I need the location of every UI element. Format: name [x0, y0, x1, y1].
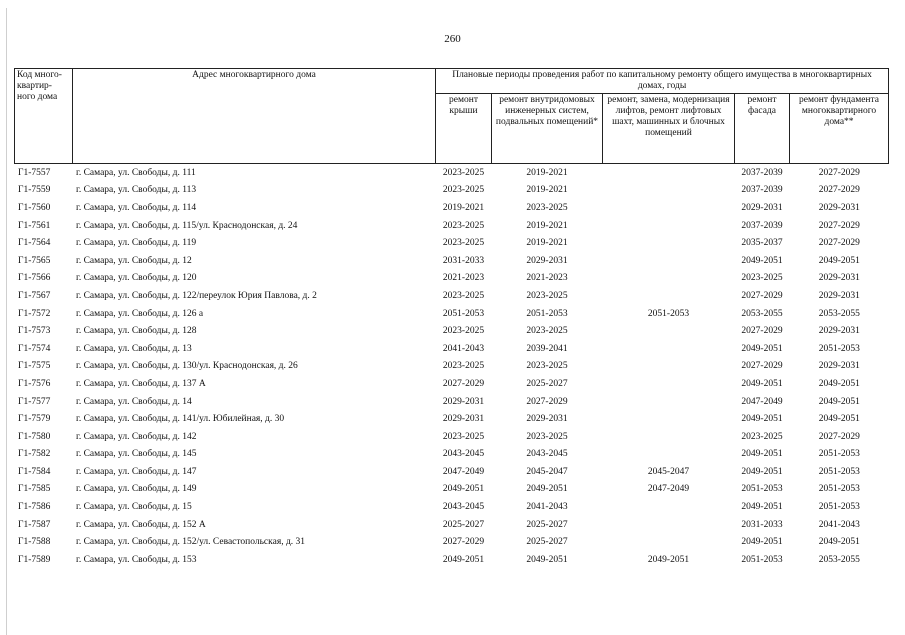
- cell-foundation: 2053-2055: [818, 554, 860, 565]
- cell-elevators: 2049-2051: [647, 554, 690, 565]
- capital-repair-table: [14, 68, 889, 569]
- cell-foundation: 2049-2051: [818, 414, 860, 425]
- cell-elevators: [603, 164, 735, 182]
- cell-foundation: 2029-2031: [818, 202, 860, 213]
- table-row: [15, 340, 889, 358]
- cell-facade: 2053-2055: [741, 308, 783, 319]
- cell-facade: 2027-2029: [741, 290, 783, 301]
- cell-roof: 2023-2025: [442, 290, 485, 301]
- cell-engineering: 2039-2041: [526, 343, 568, 354]
- cell-roof: 2023-2025: [442, 361, 485, 372]
- cell-engineering: 2045-2047: [526, 466, 568, 477]
- cell-code: Г1-7561: [18, 220, 51, 231]
- cell-facade: 2047-2049: [741, 396, 783, 407]
- cell-address: г. Самара, ул. Свободы, д. 115/ул. Краснодонская, д. 24: [76, 220, 298, 231]
- cell-address: г. Самара, ул. Свободы, д. 122/переулок Юрия Павлова, д. 2: [76, 290, 317, 301]
- cell-elevators: [603, 234, 735, 252]
- cell-elevators: [603, 428, 735, 446]
- cell-foundation: 2041-2043: [818, 519, 860, 530]
- table-row: [15, 305, 889, 323]
- cell-engineering: 2029-2031: [526, 414, 568, 425]
- cell-address: г. Самара, ул. Свободы, д. 15: [76, 502, 192, 513]
- cell-code: Г1-7584: [18, 466, 51, 477]
- cell-code: Г1-7586: [18, 502, 51, 513]
- cell-address: г. Самара, ул. Свободы, д. 126 а: [76, 308, 204, 319]
- table-row: [15, 375, 889, 393]
- header-elevators: ремонт, замена, модернизация лифтов, ремонт лифтовых шахт, машинных и блочных помещений: [603, 94, 735, 164]
- cell-address: г. Самара, ул. Свободы, д. 142: [76, 431, 197, 442]
- cell-roof: 2023-2025: [442, 326, 485, 337]
- table-row: [15, 498, 889, 516]
- cell-code: Г1-7574: [18, 343, 51, 354]
- cell-engineering: 2019-2021: [526, 220, 568, 231]
- cell-facade: 2037-2039: [741, 220, 783, 231]
- cell-code: Г1-7577: [18, 396, 51, 407]
- table-row: [15, 217, 889, 235]
- cell-code: Г1-7582: [18, 449, 51, 460]
- table-row: [15, 164, 889, 182]
- cell-foundation: 2029-2031: [818, 290, 860, 301]
- cell-facade: 2035-2037: [741, 238, 783, 249]
- cell-elevators: [603, 182, 735, 200]
- cell-facade: 2027-2029: [741, 326, 783, 337]
- cell-foundation: 2051-2053: [818, 466, 860, 477]
- cell-engineering: 2025-2027: [526, 537, 568, 548]
- cell-roof: 2021-2023: [442, 273, 485, 284]
- cell-engineering: 2051-2053: [526, 308, 568, 319]
- header-code: Код много-квартир-ного дома: [15, 69, 73, 164]
- cell-elevators: [603, 358, 735, 376]
- cell-code: Г1-7565: [18, 255, 51, 266]
- cell-code: Г1-7566: [18, 273, 51, 284]
- cell-engineering: 2049-2051: [526, 484, 568, 495]
- cell-address: г. Самара, ул. Свободы, д. 114: [76, 202, 197, 213]
- cell-code: Г1-7580: [18, 431, 51, 442]
- cell-code: Г1-7576: [18, 378, 51, 389]
- scan-edge-line: [6, 8, 7, 635]
- cell-engineering: 2043-2045: [526, 449, 568, 460]
- cell-facade: 2049-2051: [741, 466, 783, 477]
- cell-engineering: 2023-2025: [526, 431, 568, 442]
- cell-code: Г1-7559: [18, 185, 51, 196]
- table-row: [15, 199, 889, 217]
- cell-roof: 2041-2043: [442, 343, 485, 354]
- cell-engineering: 2019-2021: [526, 167, 568, 178]
- cell-elevators: [603, 199, 735, 217]
- cell-facade: 2051-2053: [741, 484, 783, 495]
- cell-roof: 2023-2025: [442, 238, 485, 249]
- table-row: [15, 322, 889, 340]
- cell-roof: 2043-2045: [442, 502, 485, 513]
- header-roof: ремонт крыши: [436, 94, 492, 164]
- cell-elevators: [603, 410, 735, 428]
- cell-roof: 2043-2045: [442, 449, 485, 460]
- header-address: Адрес многоквартирного дома: [73, 69, 436, 164]
- cell-facade: 2023-2025: [741, 273, 783, 284]
- cell-foundation: 2049-2051: [818, 537, 860, 548]
- page-number: 260: [444, 33, 461, 45]
- cell-engineering: 2025-2027: [526, 519, 568, 530]
- cell-roof: 2047-2049: [442, 466, 485, 477]
- cell-code: Г1-7567: [18, 290, 51, 301]
- cell-engineering: 2021-2023: [526, 273, 568, 284]
- cell-code: Г1-7564: [18, 238, 51, 249]
- table-row: [15, 252, 889, 270]
- cell-elevators: 2047-2049: [647, 484, 690, 495]
- table-row: [15, 428, 889, 446]
- cell-facade: 2049-2051: [741, 537, 783, 548]
- cell-engineering: 2041-2043: [526, 502, 568, 513]
- cell-foundation: 2027-2029: [818, 431, 860, 442]
- cell-foundation: 2049-2051: [818, 396, 860, 407]
- cell-address: г. Самара, ул. Свободы, д. 119: [76, 238, 197, 249]
- cell-facade: 2029-2031: [741, 202, 783, 213]
- cell-facade: 2051-2053: [741, 554, 783, 565]
- cell-address: г. Самара, ул. Свободы, д. 145: [76, 449, 197, 460]
- header-facade: ремонт фасада: [735, 94, 790, 164]
- cell-engineering: 2023-2025: [526, 290, 568, 301]
- cell-address: г. Самара, ул. Свободы, д. 113: [76, 185, 197, 196]
- cell-foundation: 2027-2029: [818, 167, 860, 178]
- cell-address: г. Самара, ул. Свободы, д. 111: [76, 167, 196, 178]
- cell-foundation: 2027-2029: [818, 185, 860, 196]
- cell-code: Г1-7572: [18, 308, 51, 319]
- table-row: [15, 393, 889, 411]
- cell-foundation: 2051-2053: [818, 343, 860, 354]
- cell-code: Г1-7589: [18, 554, 51, 565]
- cell-roof: 2023-2025: [442, 185, 485, 196]
- cell-elevators: [603, 393, 735, 411]
- cell-elevators: [603, 375, 735, 393]
- table-body: [15, 164, 889, 569]
- cell-foundation: 2051-2053: [818, 502, 860, 513]
- cell-foundation: 2051-2053: [818, 449, 860, 460]
- table-row: [15, 446, 889, 464]
- cell-elevators: [603, 287, 735, 305]
- cell-foundation: 2049-2051: [818, 378, 860, 389]
- cell-roof: 2031-2033: [442, 255, 485, 266]
- table-row: [15, 358, 889, 376]
- cell-foundation: 2029-2031: [818, 273, 860, 284]
- cell-facade: 2049-2051: [741, 378, 783, 389]
- table-row: [15, 533, 889, 551]
- cell-roof: 2029-2031: [442, 396, 485, 407]
- cell-facade: 2023-2025: [741, 431, 783, 442]
- cell-elevators: [603, 498, 735, 516]
- cell-engineering: 2019-2021: [526, 238, 568, 249]
- table-row: [15, 516, 889, 534]
- cell-facade: 2027-2029: [741, 361, 783, 372]
- cell-facade: 2031-2033: [741, 519, 783, 530]
- cell-foundation: 2053-2055: [818, 308, 860, 319]
- cell-elevators: [603, 322, 735, 340]
- cell-foundation: 2029-2031: [818, 361, 860, 372]
- cell-engineering: 2023-2025: [526, 326, 568, 337]
- cell-facade: 2037-2039: [741, 167, 783, 178]
- cell-engineering: 2027-2029: [526, 396, 568, 407]
- cell-roof: 2051-2053: [442, 308, 485, 319]
- cell-facade: 2049-2051: [741, 343, 783, 354]
- cell-roof: 2049-2051: [442, 554, 485, 565]
- table-row: [15, 463, 889, 481]
- table-row: [15, 287, 889, 305]
- cell-roof: 2023-2025: [442, 167, 485, 178]
- cell-foundation: 2027-2029: [818, 238, 860, 249]
- cell-address: г. Самара, ул. Свободы, д. 120: [76, 273, 197, 284]
- cell-address: г. Самара, ул. Свободы, д. 152/ул. Севастопольская, д. 31: [76, 537, 306, 548]
- cell-address: г. Самара, ул. Свободы, д. 13: [76, 343, 192, 354]
- cell-elevators: [603, 252, 735, 270]
- cell-code: Г1-7585: [18, 484, 51, 495]
- cell-code: Г1-7575: [18, 361, 51, 372]
- cell-address: г. Самара, ул. Свободы, д. 128: [76, 326, 197, 337]
- cell-facade: 2049-2051: [741, 449, 783, 460]
- cell-elevators: [603, 340, 735, 358]
- header-periods: Плановые периоды проведения работ по капитальному ремонту общего имущества в многоквартирных домах, годы: [436, 69, 889, 94]
- cell-code: Г1-7560: [18, 202, 51, 213]
- cell-roof: 2029-2031: [442, 414, 485, 425]
- cell-engineering: 2029-2031: [526, 255, 568, 266]
- header-engineering: ремонт внутридомовых инженерных систем, подвальных помещений*: [492, 94, 603, 164]
- cell-code: Г1-7557: [18, 167, 51, 178]
- cell-foundation: 2051-2053: [818, 484, 860, 495]
- cell-address: г. Самара, ул. Свободы, д. 137 А: [76, 378, 206, 389]
- cell-address: г. Самара, ул. Свободы, д. 152 А: [76, 519, 206, 530]
- cell-facade: 2049-2051: [741, 255, 783, 266]
- cell-foundation: 2029-2031: [818, 326, 860, 337]
- cell-facade: 2037-2039: [741, 185, 783, 196]
- header-foundation: ремонт фундамента многоквартирного дома**: [790, 94, 889, 164]
- cell-roof: 2027-2029: [442, 537, 485, 548]
- cell-engineering: 2023-2025: [526, 361, 568, 372]
- cell-foundation: 2027-2029: [818, 220, 860, 231]
- cell-roof: 2049-2051: [442, 484, 485, 495]
- cell-engineering: 2025-2027: [526, 378, 568, 389]
- cell-code: Г1-7573: [18, 326, 51, 337]
- cell-facade: 2049-2051: [741, 414, 783, 425]
- cell-roof: 2023-2025: [442, 431, 485, 442]
- table-row: [15, 182, 889, 200]
- table-row: [15, 551, 889, 569]
- cell-address: г. Самара, ул. Свободы, д. 149: [76, 484, 197, 495]
- cell-code: Г1-7588: [18, 537, 51, 548]
- cell-engineering: 2023-2025: [526, 202, 568, 213]
- cell-engineering: 2019-2021: [526, 185, 568, 196]
- cell-address: г. Самара, ул. Свободы, д. 153: [76, 554, 197, 565]
- cell-address: г. Самара, ул. Свободы, д. 14: [76, 396, 192, 407]
- table-row: [15, 481, 889, 499]
- cell-roof: 2019-2021: [442, 202, 485, 213]
- cell-elevators: 2045-2047: [647, 466, 690, 477]
- cell-foundation: 2049-2051: [818, 255, 860, 266]
- cell-roof: 2025-2027: [442, 519, 485, 530]
- cell-address: г. Самара, ул. Свободы, д. 147: [76, 466, 197, 477]
- cell-address: г. Самара, ул. Свободы, д. 12: [76, 255, 192, 266]
- cell-roof: 2027-2029: [442, 378, 485, 389]
- table-row: [15, 270, 889, 288]
- cell-roof: 2023-2025: [442, 220, 485, 231]
- cell-code: Г1-7579: [18, 414, 51, 425]
- cell-elevators: [603, 533, 735, 551]
- cell-address: г. Самара, ул. Свободы, д. 130/ул. Краснодонская, д. 26: [76, 361, 298, 372]
- table-row: [15, 234, 889, 252]
- cell-elevators: 2051-2053: [647, 308, 690, 319]
- cell-elevators: [603, 217, 735, 235]
- table-row: [15, 410, 889, 428]
- cell-elevators: [603, 446, 735, 464]
- cell-elevators: [603, 270, 735, 288]
- cell-address: г. Самара, ул. Свободы, д. 141/ул. Юбилейная, д. 30: [76, 414, 285, 425]
- cell-elevators: [603, 516, 735, 534]
- cell-facade: 2049-2051: [741, 502, 783, 513]
- cell-engineering: 2049-2051: [526, 554, 568, 565]
- cell-code: Г1-7587: [18, 519, 51, 530]
